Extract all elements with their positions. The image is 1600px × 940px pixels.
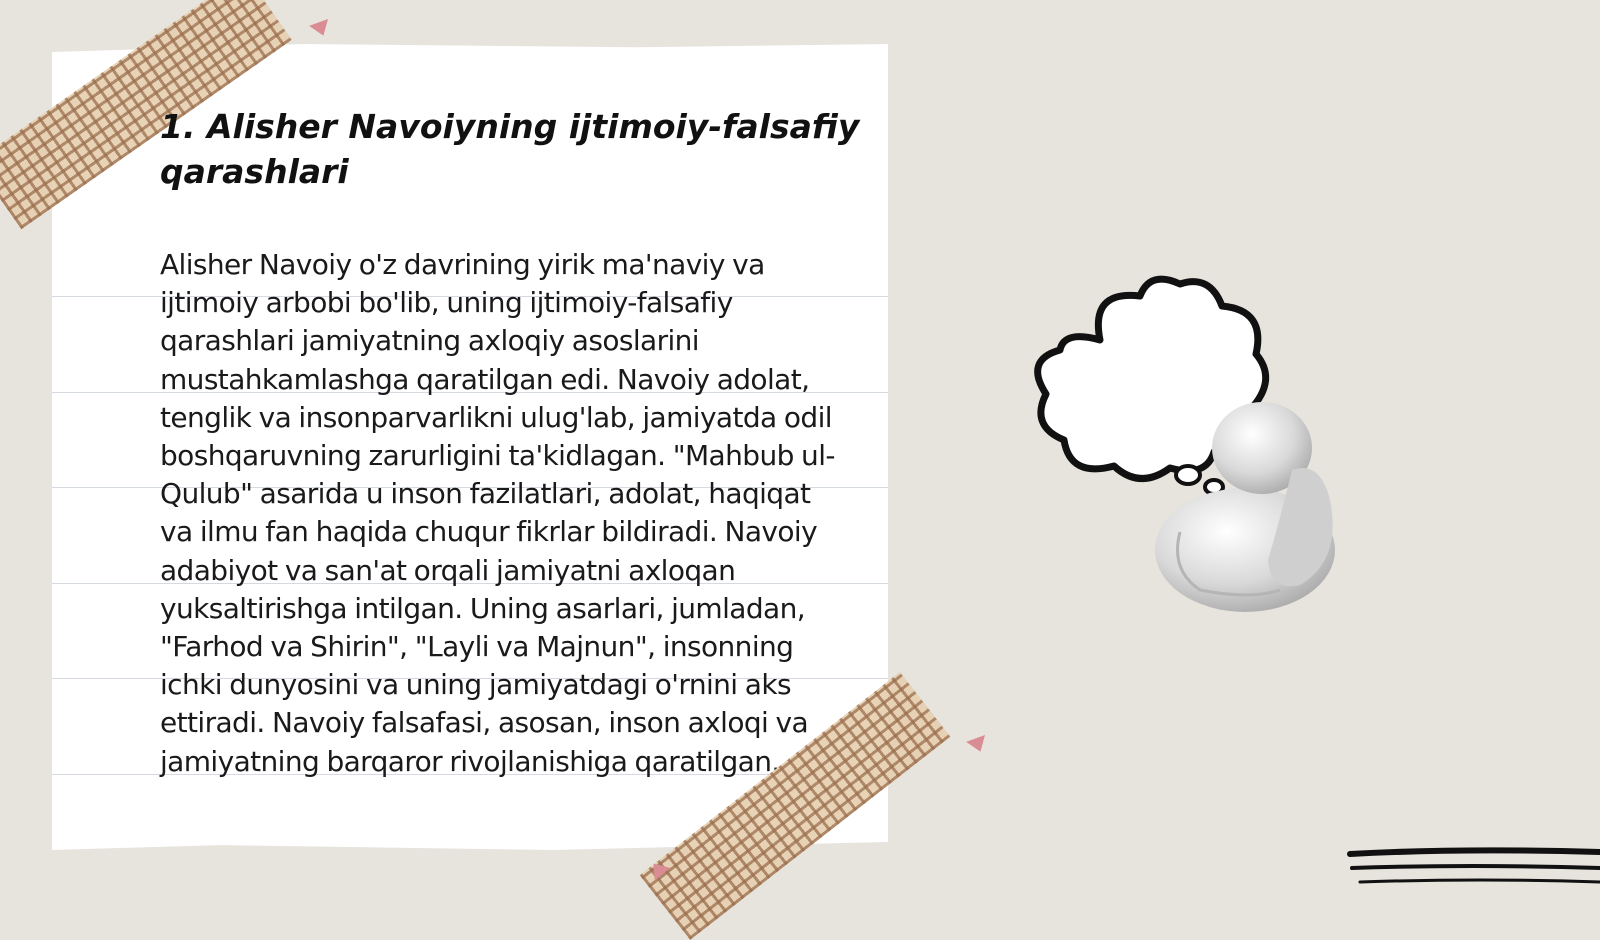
slide-body-text: Alisher Navoiy o'z davrining yirik ma'naviy va ijtimoiy arbobi bo'lib, uning ijtimoiy-falsafiy qarashlari jamiyatning axloqiy asoslarini mustahkamlashga qaratilgan edi. Navoiy adolat, tenglik va insonparvarlikni ulug'lab, jamiyatda odil boshqaruvning zarurligini ta'kidlagan. "Mahbub ul-Qulub" asarida u inson fazilatlari, adolat, haqiqat va ilmu fan haqida chuqur fikrlar bildiradi. Navoiy adabiyot va san'at orqali jamiyatni axloqan yuksaltirishga intilgan. Uning asarlari, jumladan, "Farhod va Shirin", "Layli va Majnun", insonning ichki dunyosini va uning jamiyatdagi o'rnini aks ettiradi. Navoiy falsafasi, asosan, inson axloqi va jamiyatning barqaror rivojlanishiga qaratilgan. <box>160 248 835 778</box>
tape-tip-bottom <box>966 735 990 755</box>
brush-stroke-lines <box>1340 840 1600 900</box>
tape-tip-top <box>309 19 333 39</box>
thinking-person-icon <box>1030 270 1350 620</box>
slide-title: 1. Alisher Navoiyning ijtimoiy-falsafiy qarashlari <box>160 107 860 191</box>
